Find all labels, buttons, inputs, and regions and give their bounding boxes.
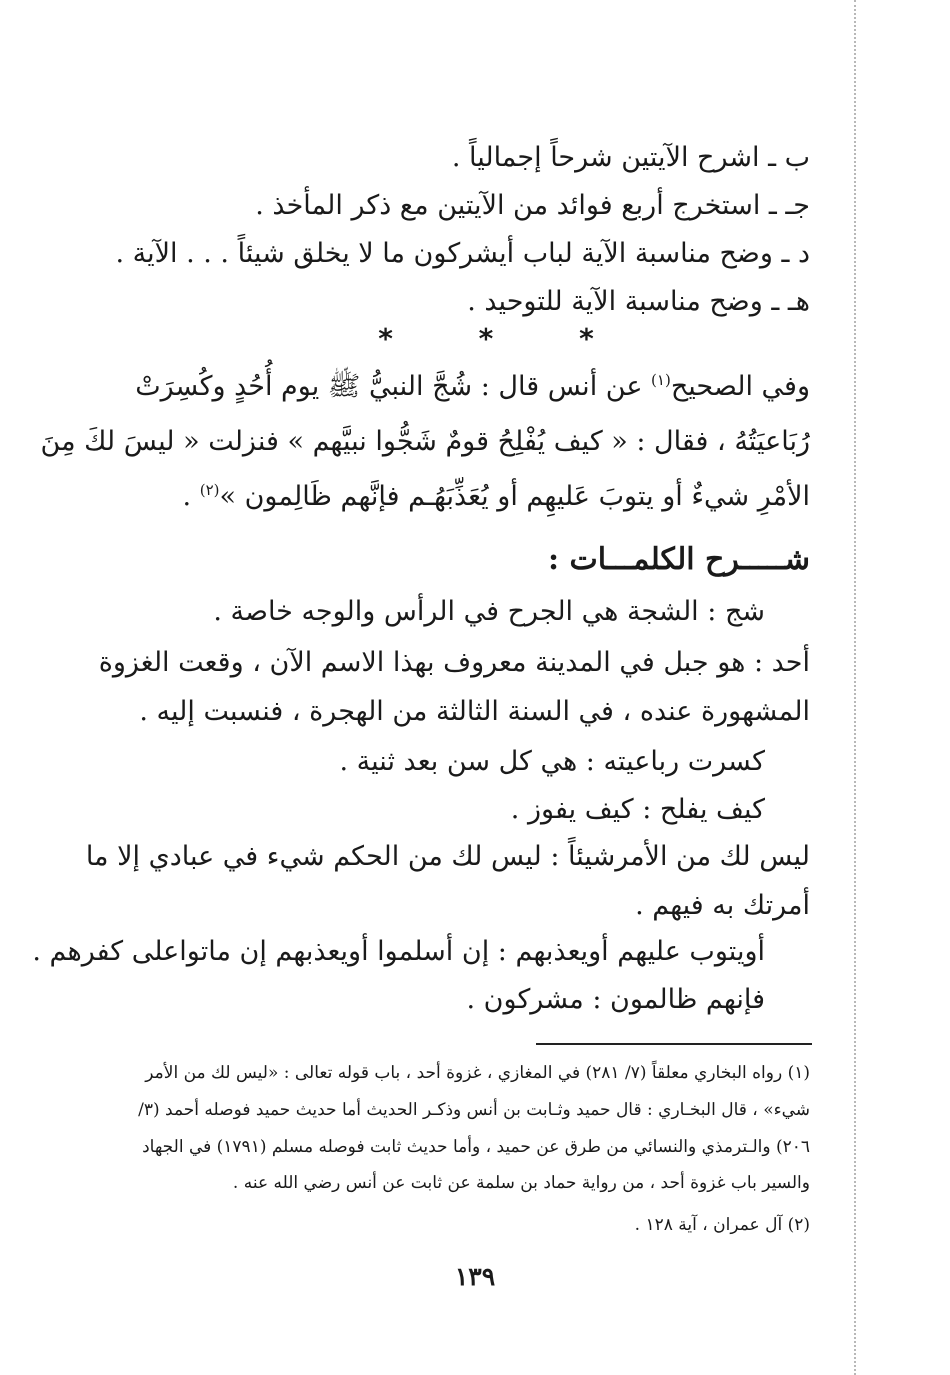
footnote-separator: [536, 1043, 812, 1045]
hadith-text: الأمْرِ شيءٌ أو يتوبَ عَليهِم أو يُعَذِّبَهُـم فإنَّهم ظَالِمون »: [219, 481, 810, 512]
page-edge-dotted-line: [854, 0, 856, 1375]
footnote-line: شيء» ، قال البخـاري : قال حميد وثـابت بن أنس وذكـر الحديث أما حديث حميد فوصله أحمد (٣/: [138, 1100, 810, 1120]
glossary-entry: المشهورة عنده ، في السنة الثالثة من الهجرة ، فنسبت إليه .: [139, 696, 810, 727]
exercise-item-j: جـ ـ استخرج أربع فوائد من الآيتين مع ذكر المأخذ .: [255, 190, 810, 221]
exercise-item-d: د ـ وضح مناسبة الآية لباب أيشركون ما لا يخلق شيئاً . . . الآية .: [115, 238, 810, 269]
section-separator: * * *: [378, 322, 632, 355]
hadith-line-3: [183, 477, 810, 517]
hadith-line-2: رُبَاعيَتُهُ ، فقال : « كيف يُفْلِحُ قومٌ شَجُّوا نبيَّهم » فنزلت « ليسَ لكَ مِنَ: [40, 426, 810, 457]
glossary-entry: أمرتك به فيهم .: [635, 890, 810, 921]
page-number: ١٣٩: [454, 1262, 496, 1291]
exercise-item-b: ب ـ اشرح الآيتين شرحاً إجمالياً .: [451, 142, 810, 173]
glossary-entry: فإنهم ظالمون : مشركون .: [466, 984, 765, 1015]
footnote-ref-1: (١): [651, 371, 671, 389]
exercise-item-h: هـ ـ وضح مناسبة الآية للتوحيد .: [467, 286, 810, 317]
footnote-line: ٢٠٦) والـترمذي والنسائي من طرق عن حميد ، وأما حديث ثابت فوصله مسلم (١٧٩١) في الجهاد: [142, 1137, 810, 1157]
glossary-entry: شج : الشجة هي الجرح في الرأس والوجه خاصة .: [213, 596, 765, 627]
hadith-text: عن أنس قال : شُجَّ النبيُّ ﷺ يوم أُحُدٍ وكُسِرَتْ: [135, 371, 652, 402]
footnote-line: (١) رواه البخاري معلقاً (٧/ ٢٨١) في المغازي ، غزوة أحد ، باب قوله تعالى : «ليس لك من الأمر: [145, 1063, 810, 1083]
glossary-entry: أويتوب عليهم أويعذبهم : إن أسلموا أويعذبهم إن ماتواعلى كفرهم .: [32, 936, 765, 967]
footnote-line: (٢) آل عمران ، آية ١٢٨ .: [634, 1215, 810, 1235]
hadith-text: .: [182, 481, 200, 512]
glossary-entry: كيف يفلح : كيف يفوز .: [510, 794, 765, 825]
glossary-heading: شـــــرح الكلمـــات :: [547, 542, 810, 577]
glossary-entry: أحد : هو جبل في المدينة معروف بهذا الاسم الآن ، وقعت الغزوة: [98, 647, 810, 678]
hadith-line-1: [135, 367, 810, 407]
footnote-ref-2: (٢): [199, 481, 220, 499]
glossary-entry: ليس لك من الأمرشيئاً : ليس لك من الحكم شيء في عبادي إلا ما: [85, 841, 810, 872]
glossary-entry: كسرت رباعيته : هي كل سن بعد ثنية .: [339, 746, 765, 777]
hadith-text: وفي الصحيح: [670, 371, 810, 402]
footnote-line: والسير باب غزوة أحد ، من رواية حماد بن سلمة عن ثابت عن أنس رضي الله عنه .: [232, 1173, 810, 1193]
